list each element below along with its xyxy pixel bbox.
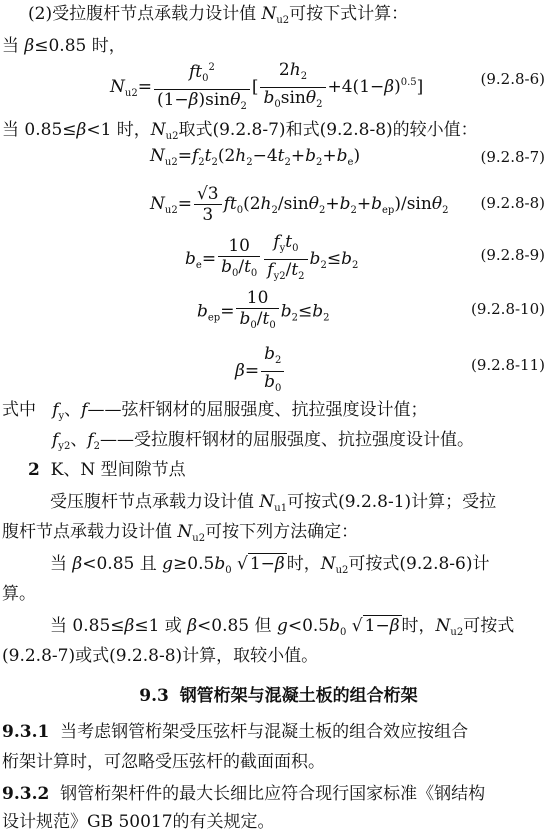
equation-number: (9.2.8-7)	[480, 148, 545, 166]
equation-9-2-8-9: $b_e=$ $\frac{10}{b_0/t_0}$ $\frac{f_yt_0}{f_{y2}/t_2}$ $b_2\le b_2$	[185, 232, 359, 282]
equation-number: (9.2.8-9)	[480, 246, 545, 264]
definition-fy-f: 式中 $f_y$、f——弦杆钢材的屈服强度、抗拉强度设计值；	[2, 400, 428, 422]
equation-9-2-8-8: $N_{u2}=$ $\frac{√3}{3}$ $ft_0(2h_2/\sin\theta_2+b_2+b_{ep})/\sin\theta_2$	[150, 184, 449, 225]
paragraph-line: 当 0.85≤β≤1 或 β<0.85 但 $g<0.5b_0$ √ 1−β 时，$N_{u2}$可按式	[50, 616, 515, 638]
paragraph-line: 算。	[2, 584, 36, 604]
item-heading: 2 K、N 型间隙节点	[28, 460, 186, 480]
paragraph-line: 受压腹杆节点承载力设计值 $N_{u1}$可按式(9.2.8-1)计算；受拉	[50, 492, 497, 514]
equation-number: (9.2.8-8)	[480, 194, 545, 212]
paragraph-line: 腹杆节点承载力设计值 $N_{u2}$可按下列方法确定：	[2, 522, 359, 544]
definition-fy2-f2: $f_{y2}$、$f_2——$受拉腹杆钢材的屈服强度、抗拉强度设计值。	[52, 430, 474, 452]
intro-line: (2)受拉腹杆节点承载力设计值 $N_{u2}$可按下式计算：	[28, 4, 409, 26]
case1-condition: 当 β≤0.85 时，	[2, 36, 126, 56]
equation-9-2-8-6: $N_{u2}=$ $\frac{ft_0^2}{(1-\beta)\sin\theta_2}$ [ $\frac{2h_2}{b_0\sin\theta_2}$ $+4(1-\beta)^{0.5}$]	[110, 60, 424, 112]
equation-number: (9.2.8-11)	[470, 356, 545, 374]
section-heading: 9.3 钢管桁架与混凝土板的组合桁架	[139, 686, 418, 706]
equation-number: (9.2.8-10)	[470, 300, 545, 318]
paragraph-line: 当 β<0.85 且 $g\ge 0.5b_0$ √ 1−β 时，$N_{u2}$可按式(9.2.8-6)计	[50, 554, 490, 576]
equation-number: (9.2.8-6)	[480, 70, 545, 88]
paragraph-line: (9.2.8-7)或式(9.2.8-8)计算，取较小值。	[2, 646, 319, 666]
equation-9-2-8-10: $b_{ep}=$ $\frac{10}{b_0/t_0}$ $b_2\le b_2$	[197, 288, 330, 331]
case2-line: 当 0.85≤β<1 时，$N_{u2}$取式(9.2.8-7)和式(9.2.8-8)的较小值：	[2, 120, 478, 142]
equation-9-2-8-7: $N_{u2}=f_2t_2(2h_2-4t_2+b_2+b_e)$	[150, 146, 361, 168]
clause-line: 设计规范》GB 50017的有关规定。	[2, 812, 275, 832]
equation-9-2-8-11: β= $\frac{b_2}{b_0}$	[235, 344, 286, 399]
clause-line: 桁架计算时，可忽略受压弦杆的截面面积。	[2, 752, 325, 772]
where-prefix: 式中	[2, 400, 36, 420]
clause-9-3-1: 9.3.1 当考虑钢管桁架受压弦杆与混凝土板的组合效应按组合	[2, 722, 469, 742]
clause-9-3-2: 9.3.2 钢管桁架杆件的最大长细比应符合现行国家标准《钢结构	[2, 784, 486, 804]
